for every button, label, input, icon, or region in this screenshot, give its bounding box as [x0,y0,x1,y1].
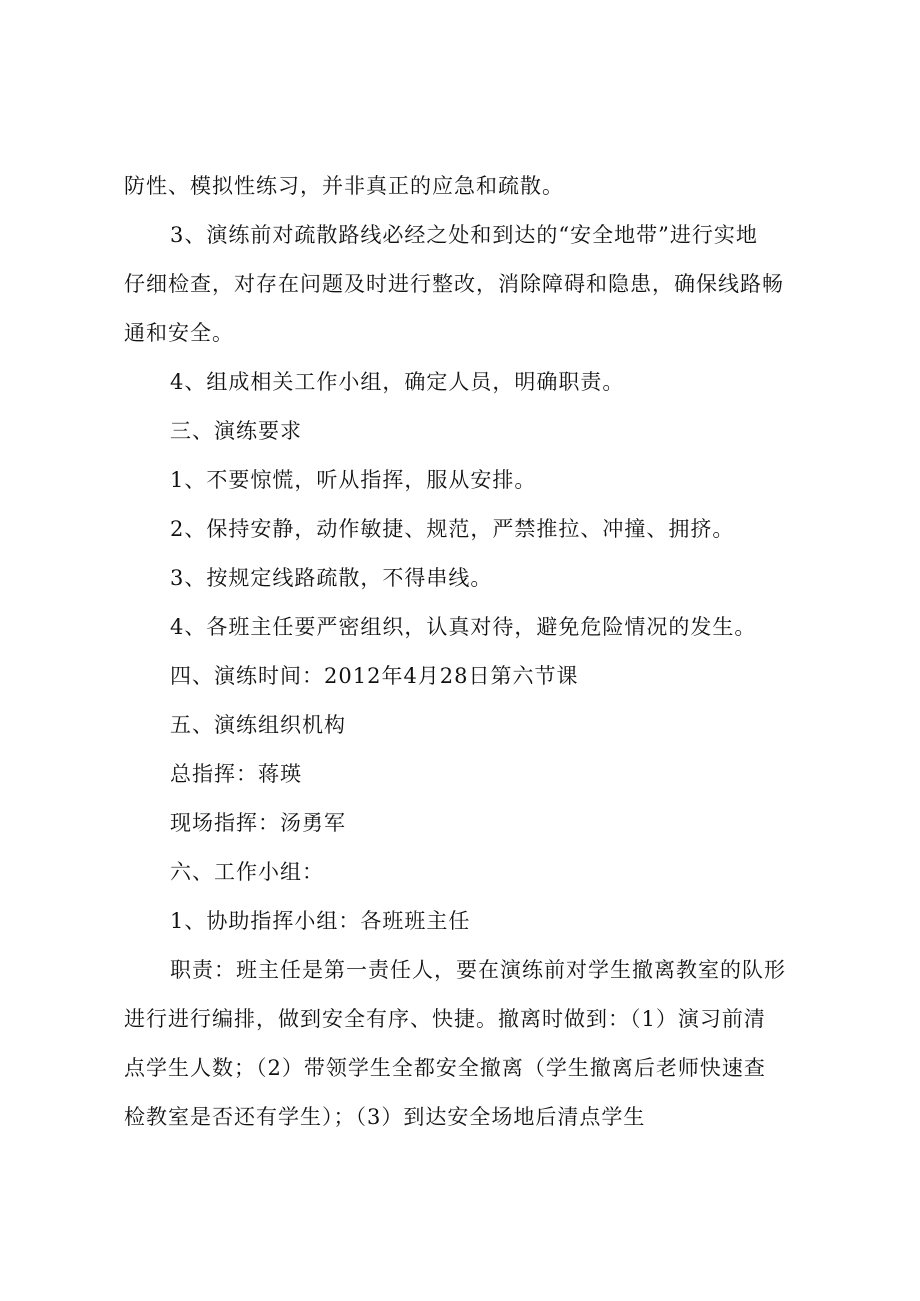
text-line: 4、各班主任要严密组织，认真对待，避免危险情况的发生。 [170,615,757,639]
section-heading: 五、演练组织机构 [170,713,346,737]
text-line: 进行进行编排，做到安全有序、快捷。撤离时做到：（1）演习前清 [124,1007,766,1031]
document-body [124,162,824,1142]
text-line: 2、保持安静，动作敏捷、规范，严禁推拉、冲撞、拥挤。 [170,517,735,541]
text-line: 1、协助指挥小组：各班班主任 [170,909,471,933]
text-line: 通和安全。 [124,321,234,345]
text-line: 检教室是否还有学生）；（3）到达安全场地后清点学生 [124,1105,646,1129]
text-line: 职责：班主任是第一责任人，要在演练前对学生撤离教室的队形 [170,958,786,982]
text-line: 1、不要惊慌，听从指挥，服从安排。 [170,468,537,492]
text-line: 总指挥：蒋瑛 [170,762,302,786]
text-line: 4、组成相关工作小组，确定人员，明确职责。 [170,370,625,394]
text-line: 3、按规定线路疏散，不得串线。 [170,566,493,590]
text-line: 防性、模拟性练习，并非真正的应急和疏散。 [124,174,564,198]
section-heading: 四、演练时间：2012年4月28日第六节课 [170,664,579,688]
section-heading: 三、演练要求 [170,419,302,443]
section-heading: 六、工作小组： [170,860,324,884]
text-line: 点学生人数；（2）带领学生全都安全撤离（学生撤离后老师快速查 [124,1056,766,1080]
text-line: 现场指挥：汤勇军 [170,811,346,835]
text-line: 3、演练前对疏散路线必经之处和到达的“安全地带”进行实地 [170,223,758,247]
text-line: 仔细检查，对存在问题及时进行整改，消除障碍和隐患，确保线路畅 [124,272,784,296]
